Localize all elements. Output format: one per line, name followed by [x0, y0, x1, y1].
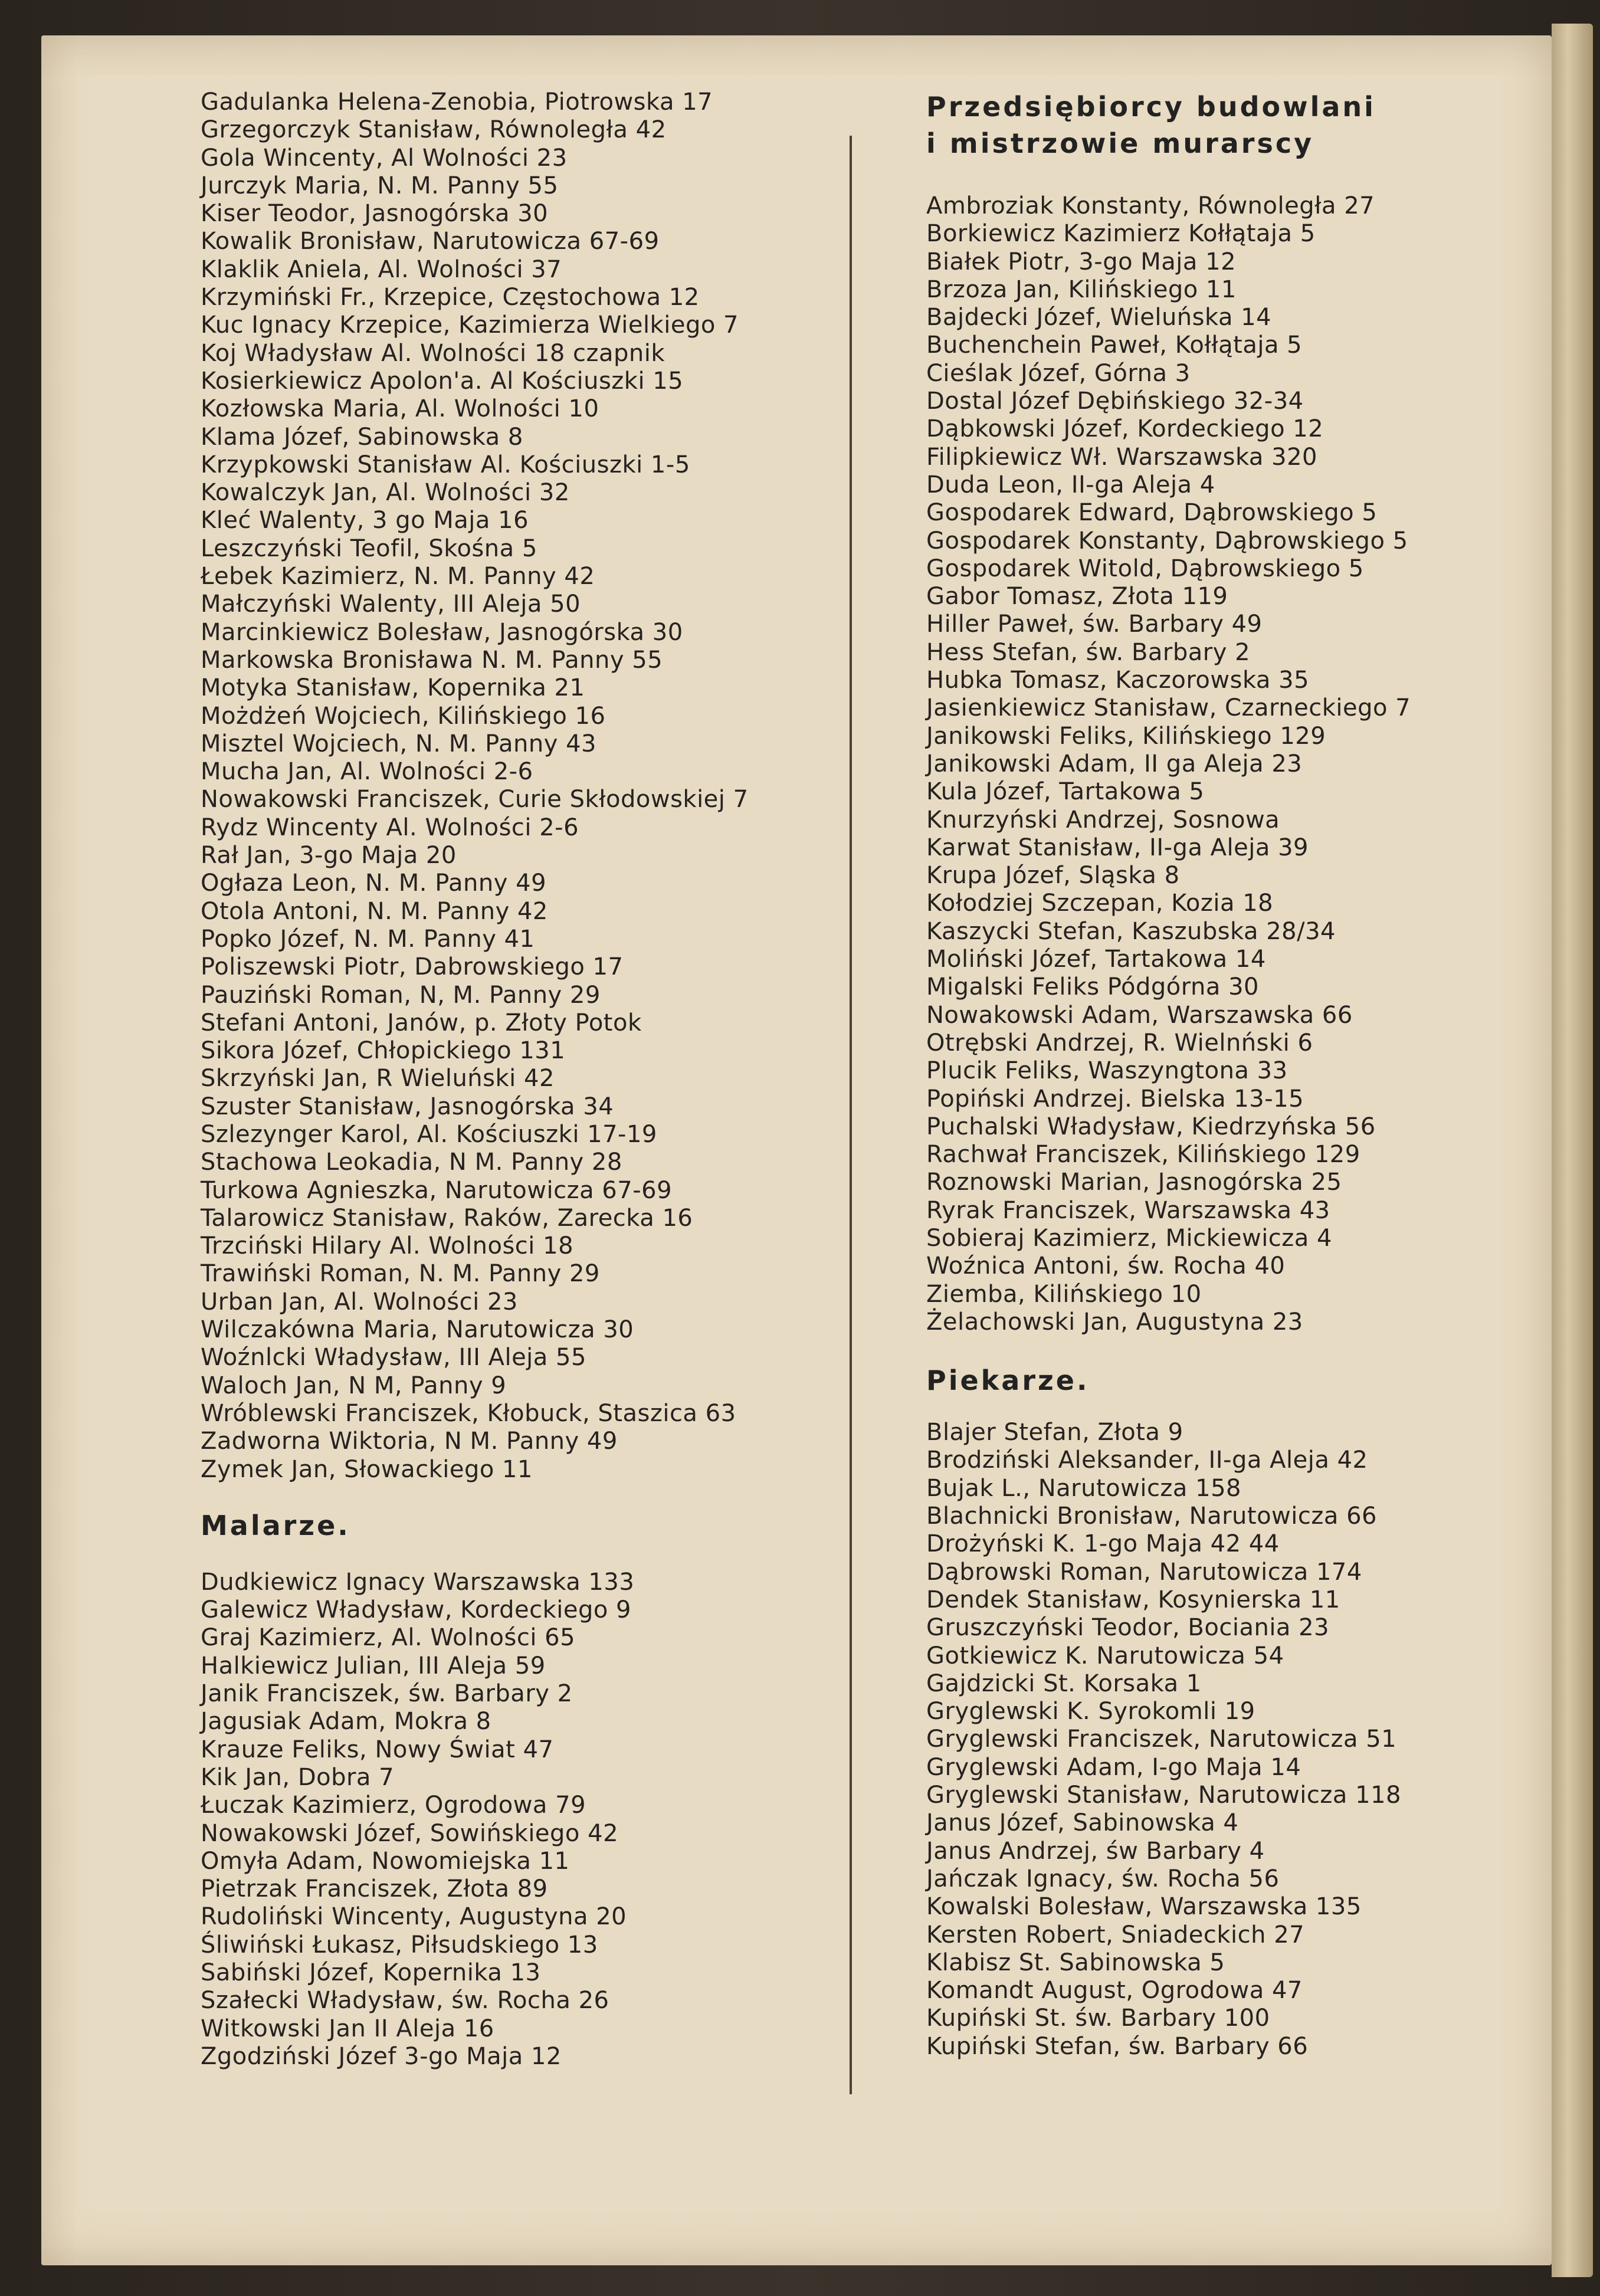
- directory-entry: Otrębski Andrzej, R. Wielnński 6: [926, 1029, 1313, 1057]
- directory-entry: Kaszycki Stefan, Kaszubska 28/34: [926, 917, 1336, 945]
- directory-entry: Koj Władysław Al. Wolności 18 czapnik: [201, 339, 665, 367]
- directory-entry: Wilczakówna Maria, Narutowicza 30: [201, 1316, 634, 1344]
- directory-entry: Pietrzak Franciszek, Złota 89: [201, 1875, 548, 1903]
- directory-entry: Zymek Jan, Słowackiego 11: [201, 1455, 533, 1483]
- directory-entry: Leszczyński Teofil, Skośna 5: [201, 534, 537, 562]
- directory-entry: Kleć Walenty, 3 go Maja 16: [201, 507, 529, 534]
- directory-entry: Duda Leon, II-ga Aleja 4: [926, 471, 1215, 498]
- directory-entry: Popiński Andrzej. Bielska 13-15: [926, 1085, 1304, 1113]
- directory-entry: Żelachowski Jan, Augustyna 23: [926, 1308, 1303, 1336]
- directory-entry: Małczyński Walenty, III Aleja 50: [201, 591, 581, 618]
- directory-entry: Gotkiewicz K. Narutowicza 54: [926, 1642, 1284, 1669]
- directory-entry: Motyka Stanisław, Kopernika 21: [201, 674, 585, 702]
- directory-entry: Nowakowski Adam, Warszawska 66: [926, 1001, 1353, 1029]
- directory-entry: Kula Józef, Tartakowa 5: [926, 778, 1205, 806]
- heading-line-1: Przedsiębiorcy budowlani: [926, 91, 1376, 123]
- directory-entry: Cieślak Józef, Górna 3: [926, 359, 1191, 387]
- directory-entry: Sabiński Józef, Kopernika 13: [201, 1959, 541, 1986]
- directory-entry: Filipkiewicz Wł. Warszawska 320: [926, 443, 1317, 471]
- directory-entry: Misztel Wojciech, N. M. Panny 43: [201, 730, 596, 757]
- directory-entry: Woźnlcki Władysław, III Aleja 55: [201, 1344, 586, 1372]
- directory-entry: Jagusiak Adam, Mokra 8: [201, 1708, 491, 1736]
- directory-entry: Krzymiński Fr., Krzepice, Częstochowa 12: [201, 284, 700, 311]
- directory-entry: Klama Józef, Sabinowska 8: [201, 423, 523, 451]
- section-heading-piekarze: Piekarze.: [926, 1365, 1090, 1397]
- directory-entry: Kupiński St. św. Barbary 100: [926, 2005, 1270, 2032]
- directory-entry: Sikora Józef, Chłopickiego 131: [201, 1037, 566, 1065]
- malarze-list: [201, 1569, 844, 2071]
- directory-entry: Rudoliński Wincenty, Augustyna 20: [201, 1903, 627, 1931]
- directory-entry: Grzegorczyk Stanisław, Równoległa 42: [201, 116, 667, 144]
- directory-entry: Pauziński Roman, N, M. Panny 29: [201, 981, 601, 1009]
- directory-entry: Popko Józef, N. M. Panny 41: [201, 925, 535, 953]
- section-heading-budowlani: [926, 88, 1540, 162]
- directory-entry: Karwat Stanisław, II-ga Aleja 39: [926, 834, 1309, 861]
- directory-entry: Bajdecki Józef, Wieluńska 14: [926, 304, 1272, 332]
- directory-entry: Migalski Feliks Pódgórna 30: [926, 973, 1259, 1001]
- directory-entry: Moliński Józef, Tartakowa 14: [926, 946, 1266, 973]
- right-column: [926, 88, 1540, 2061]
- directory-entry: Gryglewski K. Syrokomli 19: [926, 1698, 1255, 1726]
- directory-entry: Waloch Jan, N M, Panny 9: [201, 1372, 507, 1399]
- directory-entry: Markowska Bronisława N. M. Panny 55: [201, 646, 663, 674]
- directory-entry: Krzypkowski Stanisław Al. Kościuszki 1-5: [201, 451, 690, 478]
- directory-entry: Janik Franciszek, św. Barbary 2: [201, 1680, 573, 1708]
- directory-entry: Dudkiewicz Ignacy Warszawska 133: [201, 1568, 635, 1596]
- directory-entry: Rydz Wincenty Al. Wolności 2-6: [201, 814, 579, 841]
- directory-entry: Galewicz Władysław, Kordeckiego 9: [201, 1596, 631, 1624]
- directory-entry: Woźnica Antoni, św. Rocha 40: [926, 1252, 1286, 1280]
- directory-entry: Marcinkiewicz Bolesław, Jasnogórska 30: [201, 618, 683, 646]
- directory-entry: Komandt August, Ogrodowa 47: [926, 1977, 1303, 2005]
- directory-entry: Dąbrowski Roman, Narutowicza 174: [926, 1558, 1362, 1586]
- directory-entry: Omyła Adam, Nowomiejska 11: [201, 1847, 570, 1875]
- directory-entry: Szałecki Władysław, św. Rocha 26: [201, 1987, 609, 2015]
- directory-entry: Plucik Feliks, Waszyngtona 33: [926, 1057, 1288, 1085]
- directory-entry: Ziemba, Kilińskiego 10: [926, 1280, 1202, 1308]
- directory-entry: Gajdzicki St. Korsaka 1: [926, 1669, 1202, 1697]
- directory-entry: Ogłaza Leon, N. M. Panny 49: [201, 870, 547, 897]
- directory-entry: Janikowski Feliks, Kilińskiego 129: [926, 722, 1326, 750]
- directory-entry: Gospodarek Witold, Dąbrowskiego 5: [926, 555, 1364, 582]
- directory-entry: Kupiński Stefan, św. Barbary 66: [926, 2032, 1309, 2060]
- directory-entry: Krupa Józef, Sląska 8: [926, 862, 1180, 890]
- directory-entry: Łebek Kazimierz, N. M. Panny 42: [201, 563, 595, 591]
- directory-entry: Kowalski Bolesław, Warszawska 135: [926, 1893, 1362, 1921]
- directory-entry: Janikowski Adam, II ga Aleja 23: [926, 750, 1303, 778]
- directory-entry: Trzciński Hilary Al. Wolności 18: [201, 1232, 574, 1260]
- directory-entry: Jurczyk Maria, N. M. Panny 55: [201, 172, 559, 199]
- directory-entry: Gryglewski Adam, I-go Maja 14: [926, 1753, 1301, 1781]
- directory-entry: Rał Jan, 3-go Maja 20: [201, 842, 457, 870]
- directory-entry: Janus Andrzej, św Barbary 4: [926, 1837, 1265, 1865]
- directory-entry: Talarowicz Stanisław, Raków, Zarecka 16: [201, 1204, 693, 1232]
- heading-line-2: i mistrzowie murarscy: [926, 127, 1314, 159]
- directory-entry: Ryrak Franciszek, Warszawska 43: [926, 1196, 1330, 1224]
- directory-entry: Możdżeń Wojciech, Kilińskiego 16: [201, 702, 606, 730]
- directory-entry: Blachnicki Bronisław, Narutowicza 66: [926, 1503, 1377, 1530]
- directory-entry: Białek Piotr, 3-go Maja 12: [926, 248, 1237, 275]
- directory-entry: Gryglewski Stanisław, Narutowicza 118: [926, 1782, 1401, 1809]
- directory-entry: Graj Kazimierz, Al. Wolności 65: [201, 1624, 576, 1652]
- directory-entry: Krauze Feliks, Nowy Świat 47: [201, 1736, 554, 1763]
- directory-entry: Zgodziński Józef 3-go Maja 12: [201, 2042, 562, 2070]
- directory-entry: Kozłowska Maria, Al. Wolności 10: [201, 395, 599, 423]
- directory-entry: Blajer Stefan, Złota 9: [926, 1419, 1183, 1447]
- section-heading-malarze: Malarze.: [201, 1509, 350, 1541]
- directory-entry: Szuster Stanisław, Jasnogórska 34: [201, 1093, 614, 1120]
- directory-entry: Gadulanka Helena-Zenobia, Piotrowska 17: [201, 88, 713, 116]
- directory-entry: Kuc Ignacy Krzepice, Kazimierza Wielkiego 7: [201, 311, 739, 339]
- directory-entry: Stachowa Leokadia, N M. Panny 28: [201, 1149, 622, 1176]
- directory-entry: Puchalski Władysław, Kiedrzyńska 56: [926, 1113, 1376, 1140]
- directory-entry: Kiser Teodor, Jasnogórska 30: [201, 200, 549, 228]
- directory-entry: Poliszewski Piotr, Dabrowskiego 17: [201, 953, 624, 981]
- directory-entry: Wróblewski Franciszek, Kłobuck, Staszica 63: [201, 1399, 736, 1427]
- directory-entry: Jańczak Ignacy, św. Rocha 56: [926, 1865, 1280, 1892]
- directory-entry: Otola Antoni, N. M. Panny 42: [201, 897, 548, 925]
- directory-entry: Kowalczyk Jan, Al. Wolności 32: [201, 479, 570, 507]
- directory-entry: Klabisz St. Sabinowska 5: [926, 1949, 1225, 1976]
- directory-entry: Zadworna Wiktoria, N M. Panny 49: [201, 1428, 618, 1455]
- directory-entry: Witkowski Jan II Aleja 16: [201, 2015, 494, 2042]
- directory-entry: Gabor Tomasz, Złota 119: [926, 583, 1228, 611]
- directory-entry: Kersten Robert, Sniadeckich 27: [926, 1921, 1305, 1949]
- directory-entry: Hiller Paweł, św. Barbary 49: [926, 611, 1263, 638]
- directory-entry: Dendek Stanisław, Kosynierska 11: [926, 1586, 1340, 1613]
- column-divider: [850, 136, 852, 2094]
- left-top-list: [201, 88, 844, 1484]
- piekarze-list: [926, 1419, 1540, 2061]
- directory-entry: Szlezynger Karol, Al. Kościuszki 17-19: [201, 1120, 657, 1148]
- directory-entry: Kołodziej Szczepan, Kozia 18: [926, 890, 1274, 917]
- directory-entry: Turkowa Agnieszka, Narutowicza 67-69: [201, 1176, 673, 1204]
- directory-entry: Hubka Tomasz, Kaczorowska 35: [926, 667, 1310, 694]
- directory-entry: Kik Jan, Dobra 7: [201, 1763, 395, 1791]
- directory-entry: Mucha Jan, Al. Wolności 2-6: [201, 758, 533, 786]
- directory-entry: Nowakowski Franciszek, Curie Skłodowskiej 7: [201, 786, 749, 814]
- directory-entry: Gryglewski Franciszek, Narutowicza 51: [926, 1726, 1397, 1753]
- directory-entry: Hess Stefan, św. Barbary 2: [926, 638, 1251, 666]
- left-column: [201, 88, 844, 2071]
- directory-entry: Kowalik Bronisław, Narutowicza 67-69: [201, 228, 660, 255]
- directory-entry: Skrzyński Jan, R Wieluński 42: [201, 1065, 555, 1093]
- directory-entry: Gruszczyński Teodor, Bociania 23: [926, 1614, 1330, 1642]
- directory-entry: Halkiewicz Julian, III Aleja 59: [201, 1652, 546, 1680]
- directory-entry: Janus Józef, Sabinowska 4: [926, 1809, 1239, 1837]
- directory-entry: Borkiewicz Kazimierz Kołłątaja 5: [926, 220, 1316, 248]
- directory-entry: Stefani Antoni, Janów, p. Złoty Potok: [201, 1009, 642, 1037]
- directory-entry: Nowakowski Józef, Sowińskiego 42: [201, 1819, 619, 1847]
- directory-entry: Trawiński Roman, N. M. Panny 29: [201, 1260, 600, 1288]
- directory-entry: Ambroziak Konstanty, Równoległa 27: [926, 192, 1375, 219]
- directory-entry: Knurzyński Andrzej, Sosnowa: [926, 806, 1280, 834]
- directory-entry: Bujak L., Narutowicza 158: [926, 1474, 1242, 1502]
- budowlani-list: [926, 192, 1540, 1336]
- directory-entry: Brodziński Aleksander, II-ga Aleja 42: [926, 1447, 1368, 1474]
- directory-entry: Dąbkowski Józef, Kordeckiego 12: [926, 415, 1324, 443]
- directory-entry: Klaklik Aniela, Al. Wolności 37: [201, 255, 562, 283]
- directory-entry: Buchenchein Paweł, Kołłątaja 5: [926, 332, 1303, 359]
- directory-entry: Rachwał Franciszek, Kilińskiego 129: [926, 1141, 1360, 1169]
- directory-entry: Urban Jan, Al. Wolności 23: [201, 1288, 518, 1316]
- directory-entry: Gola Wincenty, Al Wolności 23: [201, 144, 568, 172]
- directory-entry: Gospodarek Konstanty, Dąbrowskiego 5: [926, 527, 1408, 555]
- directory-entry: Dostal Józef Dębińskiego 32-34: [926, 388, 1304, 415]
- directory-entry: Łuczak Kazimierz, Ogrodowa 79: [201, 1792, 586, 1819]
- directory-entry: Sobieraj Kazimierz, Mickiewicza 4: [926, 1224, 1332, 1252]
- directory-entry: Jasienkiewicz Stanisław, Czarneckiego 7: [926, 694, 1411, 722]
- directory-entry: Drożyński K. 1-go Maja 42 44: [926, 1530, 1280, 1558]
- directory-entry: Śliwiński Łukasz, Piłsudskiego 13: [201, 1931, 598, 1959]
- directory-entry: Roznowski Marian, Jasnogórska 25: [926, 1169, 1342, 1196]
- directory-entry: Gospodarek Edward, Dąbrowskiego 5: [926, 499, 1378, 527]
- directory-entry: Brzoza Jan, Kilińskiego 11: [926, 275, 1237, 303]
- directory-entry: Kosierkiewicz Apolon'a. Al Kościuszki 15: [201, 367, 684, 395]
- page-edge: [1552, 24, 1593, 2277]
